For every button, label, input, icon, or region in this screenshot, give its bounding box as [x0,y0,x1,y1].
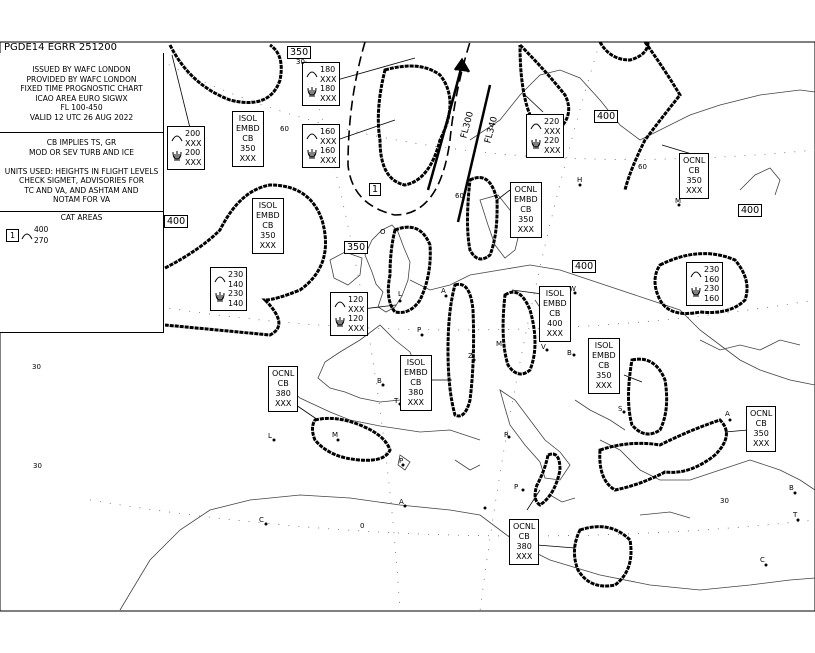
place-label: B [567,349,572,357]
grid-label: 30 [33,462,42,470]
issue-line: PROVIDED BY WAFC LONDON [26,74,137,84]
place-label: C [259,516,264,524]
place-label: B [789,484,794,492]
turb-ice-label: 180 XXX 180 XXX [302,62,340,106]
note-line [0,157,163,167]
cat-base: 270 [34,236,49,245]
place-label: R [504,431,509,439]
turbulence-icon [530,119,542,131]
legend-divider [0,211,163,212]
turb-ice-label: 220 XXX 220 XXX [526,114,564,158]
fl-box: 400 [164,215,188,228]
turbulence-icon [690,267,702,279]
fl-box: 400 [594,110,618,123]
chart-header: PGDE14 EGRR 251200 [4,42,118,53]
issue-line: VALID 12 UTC 26 AUG 2022 [29,112,134,122]
fl-box: 350 [287,46,311,59]
grid-label: 60 [280,125,289,133]
note-line: UNITS USED: HEIGHTS IN FLIGHT LEVELS [4,166,159,176]
cb-label: OCNL CB 350 XXX [679,153,709,199]
note-line: CHECK SIGMET, ADVISORIES FOR [18,176,144,185]
place-label: B [377,377,382,385]
note-line: CB IMPLIES TS, GR [46,138,117,147]
note-line: MOD OR SEV TURB AND ICE [29,147,134,157]
turb-ice-label: 160 XXX 160 XXX [302,124,340,168]
place-label: Z [468,352,473,360]
place-label: W [569,285,576,293]
icing-icon [690,286,702,298]
cb-label: OCNL EMBD CB 350 XXX [510,182,542,238]
grid-label: 30 [720,497,729,505]
turb-ice-label: 230 160 230 160 [686,262,723,306]
turb-ice-label: 200 XXX 200 XXX [167,126,205,170]
cat-areas-title: CAT AREAS [60,213,103,222]
place-label: C [760,556,765,564]
place-label: V [541,343,546,351]
cb-label: ISOL EMBD CB 380 XXX [400,355,432,411]
cb-label: OCNL CB 380 XXX [268,366,298,412]
grid-label: 30 [32,363,41,371]
cb-label: ISOL EMBD CB 350 XXX [232,111,264,167]
turbulence-icon [21,229,33,241]
icing-icon [171,150,183,162]
issue-block [0,65,163,122]
cat-top: 400 [34,225,49,234]
turbulence-icon [171,131,183,143]
place-label: O [380,228,386,236]
cat-id-box: 1 [6,229,19,242]
place-label: S [618,405,623,413]
icing-icon [214,291,226,303]
place-label: T [394,397,399,405]
note-line: TC AND VA, AND ASHTAM AND [24,185,139,195]
place-label: M [675,197,682,205]
issue-line: FL 100-450 [60,103,103,112]
cb-label: OCNL CB 350 XXX [746,406,776,452]
place-label: L [398,290,402,298]
legend-panel [0,53,164,333]
turbulence-icon [306,129,318,141]
cb-label: ISOL EMBD CB 350 XXX [588,338,620,394]
icing-icon [306,86,318,98]
turbulence-icon [214,272,226,284]
notes-block [0,138,163,205]
place-label: P [399,457,404,465]
place-label: A [725,410,730,418]
fl-box: 350 [344,241,368,254]
jet-fl-label: FL300 [459,110,477,140]
fl-box: 400 [572,260,596,273]
jet-fl-label: FL340 [483,115,501,145]
place-label: H [577,176,583,184]
place-label: M [496,340,503,348]
issue-line: FIXED TIME PROGNOSTIC CHART [20,84,143,93]
cb-label: OCNL CB 380 XXX [509,519,539,565]
place-label: P [417,326,422,334]
grid-label: 60 [455,192,464,200]
turb-ice-label: 120 XXX 120 XXX [330,292,368,336]
place-label: A [399,498,404,506]
turbulence-icon [306,67,318,79]
legend-divider [0,132,163,133]
cb-label: ISOL EMBD CB 400 XXX [539,286,571,342]
note-line: NOTAM FOR VA [52,195,111,204]
place-label: T [793,511,798,519]
fl-box: 400 [738,204,762,217]
turbulence-icon [334,297,346,309]
cat-area-marker: 1 [369,183,381,196]
place-label: A [441,287,446,295]
grid-label: 0 [360,522,365,530]
icing-icon [306,148,318,160]
issue-line: ISSUED BY WAFC LONDON [32,65,131,74]
icing-icon [530,138,542,150]
place-label: P [514,483,519,491]
place-label: M [332,431,339,439]
cb-label: ISOL EMBD CB 350 XXX [252,198,284,254]
turb-ice-label: 230 140 230 140 [210,267,247,311]
grid-label: 60 [638,163,647,171]
grid-label: 30 [296,58,305,66]
issue-line: ICAO AREA EURO SIGWX [35,93,128,103]
place-label: L [268,432,272,440]
icing-icon [334,316,346,328]
